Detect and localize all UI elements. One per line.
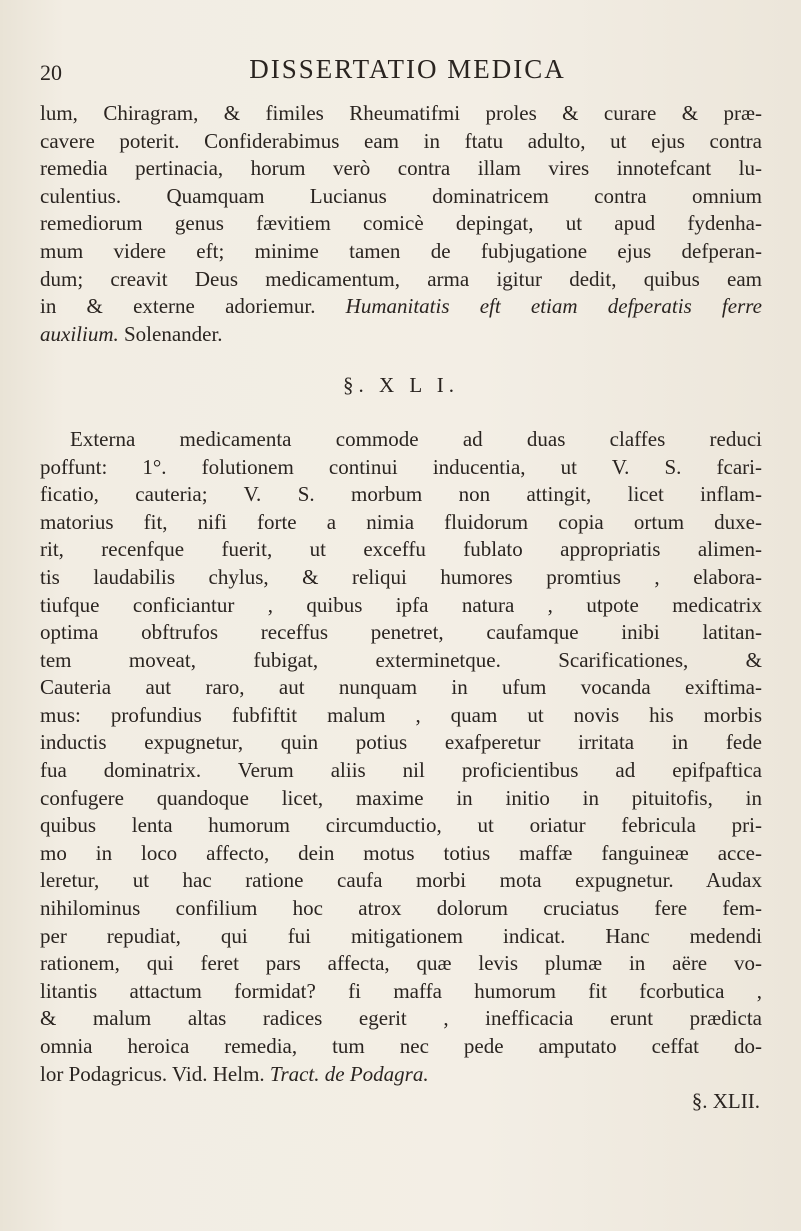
page-number: 20 [40,60,62,85]
page-body [40,100,762,1116]
intro-paragraph [40,100,762,348]
section-heading: §. X L I. [343,373,459,398]
text-line: culentius. Quamquam Lucianus dominatricem contra omnium [40,183,762,208]
text-line: ficatio, cauteria; V. S. morbum non attingit, licet inflam- [40,482,762,507]
text-line: optima obftrufos receffus penetret, caufamque inibi latitan- [40,620,762,645]
text-line: nihilominus confilium hoc atrox dolorum cruciatus fere fem- [40,896,762,921]
text-line: mum videre eft; minime tamen de fubjugatione ejus defperan- [40,238,762,263]
text-segment: in & externe adoriemur. [40,294,346,319]
text-line: remedia pertinacia, horum verò contra illam vires innotefcant lu- [40,156,762,181]
text-line-with-quote [40,293,762,321]
text-line: rationem, qui feret pars affecta, quæ levis plumæ in aëre vo- [40,951,762,976]
text-line: dum; creavit Deus medicamentum, arma igitur dedit, quibus eam [40,266,762,291]
text-line: remediorum genus fævitiem comicè depingat, ut apud fydenha- [40,211,762,236]
text-line: inductis expugnetur, quin potius exafperetur irritata in fede [40,730,762,755]
text-line: & malum altas radices egerit , inefficacia erunt prædicta [40,1006,762,1031]
text-line: leretur, ut hac ratione caufa morbi mota expugnetur. Audax [40,868,762,893]
quote-attribution: Solenander. [124,321,223,346]
main-paragraph [40,426,762,1088]
text-line: tis laudabilis chylus, & reliqui humores promtius , elabora- [40,564,762,589]
text-line-with-quote [40,321,762,349]
text-line: litantis attactum formidat? fi maffa humorum fit fcorbutica , [40,978,762,1003]
text-line: tem moveat, fubigat, exterminetque. Scarificationes, & [40,647,762,672]
text-line: Externa medicamenta commode ad duas claffes reduci [70,426,762,451]
text-line: matorius fit, nifi forte a nimia fluidorum copia ortum duxe- [40,509,762,534]
text-line: Cauteria aut raro, aut nunquam in ufum vocanda exiftima- [40,675,762,700]
text-line: confugere quandoque licet, maxime in initio in pituitofis, in [40,785,762,810]
text-line: cavere poterit. Confiderabimus eam in ftatu adulto, ut ejus contra [40,128,762,153]
text-line: fua dominatrix. Verum aliis nil proficientibus ad epifpaftica [40,758,762,783]
text-line: lum, Chiragram, & fimiles Rheumatifmi proles & curare & præ- [40,101,762,125]
text-line: tiufque conficiantur , quibus ipfa natura , utpote medicatrix [40,592,762,617]
quote-italic: Humanitatis eft etiam defperatis ferre [345,294,762,319]
page-header [40,50,761,90]
running-head: DISSERTATIO MEDICA [249,54,566,84]
text-line: mus: profundius fubfiftit malum , quam ut novis his morbis [40,702,762,727]
text-line: poffunt: 1°. folutionem continui inducentia, ut V. S. fcari- [40,454,762,479]
text-line: quibus lenta humorum circumductio, ut oriatur febricula pri- [40,813,762,838]
text-line-with-citation [40,1061,762,1089]
citation-italic: Tract. de Podagra. [269,1061,429,1086]
text-line: mo in loco affecto, dein motus totius maffæ fanguineæ acce- [40,840,762,865]
text-line: omnia heroica remedia, tum nec pede amputato ceffat do- [40,1034,762,1058]
text-line: rit, recenfque fuerit, ut exceffu fublato appropriatis alimen- [40,537,762,562]
text-line: per repudiat, qui fui mitigationem indicat. Hanc medendi [40,923,762,948]
catchword: §. XLII. [691,1089,760,1114]
quote-italic: auxilium. [40,321,119,346]
text-segment: lor Podagricus. Vid. Helm. [40,1061,270,1086]
